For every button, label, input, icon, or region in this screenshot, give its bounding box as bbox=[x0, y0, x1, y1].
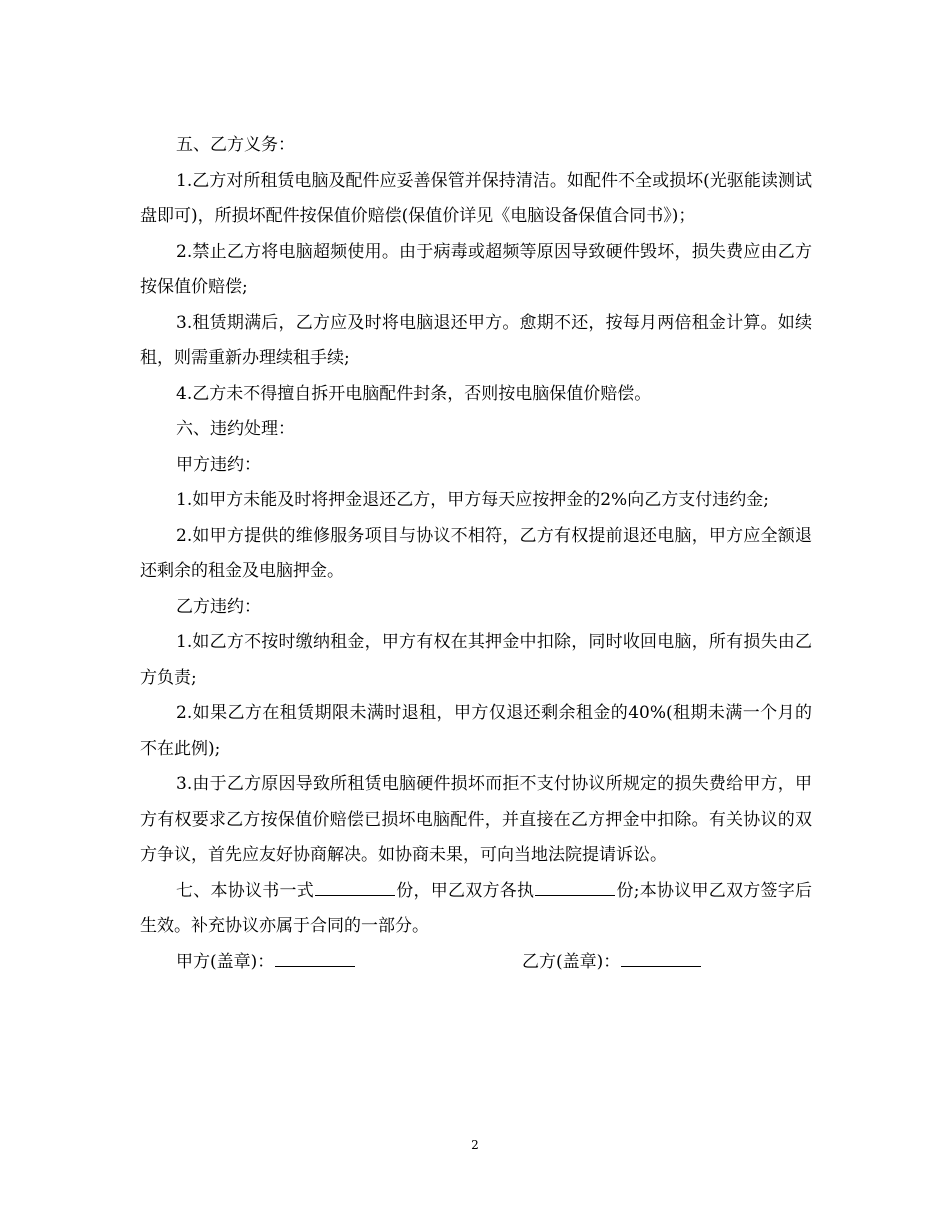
copies-each-blank bbox=[535, 877, 615, 896]
clause-7-part-3: 份;本协议甲乙双方签字后生效。补充协议亦属于合同的一部分。 bbox=[140, 880, 813, 936]
section-5-item-2: 2.禁止乙方将电脑超频使用。由于病毒或超频等原因导致硬件毁坏，损失费应由乙方按保值价赔偿; bbox=[140, 241, 812, 297]
signature-row bbox=[140, 945, 812, 981]
section-7-clause bbox=[140, 874, 812, 945]
party-a-seal-label: 甲方(盖章)： bbox=[176, 951, 275, 972]
clause-7-part-1: 七、本协议书一式 bbox=[176, 880, 315, 901]
party-b-breach-item-2: 2.如果乙方在租赁期限未满时退租，甲方仅退还剩余租金的40%(租期未满一个月的不在此例); bbox=[140, 703, 812, 759]
party-a-signature bbox=[176, 945, 522, 981]
party-b-breach-item-3: 3.由于乙方原因导致所租赁电脑硬件损坏而拒不支付协议所规定的损失费给甲方，甲方有权要求乙方按保值价赔偿已损坏电脑配件，并直接在乙方押金中扣除。有关协议的双方争议，首先应友好协商解决。如协商未果，可向当地法院提请诉讼。 bbox=[140, 774, 812, 865]
party-a-breach-heading: 甲方违约： bbox=[176, 454, 261, 475]
section-5-heading: 五、乙方义务： bbox=[176, 135, 295, 155]
page-number: 2 bbox=[471, 1138, 479, 1152]
section-5-item-4: 4.乙方未不得擅自拆开电脑配件封条，否则按电脑保值价赔偿。 bbox=[176, 383, 652, 404]
party-b-signature bbox=[522, 945, 702, 981]
party-b-seal-label: 乙方(盖章)： bbox=[522, 951, 621, 972]
party-b-breach-item-1: 1.如乙方不按时缴纳租金，甲方有权在其押金中扣除，同时收回电脑，所有损失由乙方负责; bbox=[140, 632, 812, 688]
party-b-breach-heading: 乙方违约： bbox=[176, 596, 261, 617]
clause-7-part-2: 份，甲乙双方各执 bbox=[396, 880, 535, 901]
party-a-breach-item-2: 2.如甲方提供的维修服务项目与协议不相符，乙方有权提前退还电脑，甲方应全额退还剩余的租金及电脑押金。 bbox=[140, 525, 812, 581]
section-6-heading: 六、违约处理： bbox=[176, 419, 295, 439]
party-a-seal-blank bbox=[275, 948, 355, 967]
party-a-breach-item-1: 1.如甲方未能及时将押金退还乙方，甲方每天应按押金的2%向乙方支付违约金; bbox=[176, 490, 769, 510]
party-b-seal-blank bbox=[621, 948, 701, 967]
document-body bbox=[140, 128, 812, 980]
section-5-item-3: 3.租赁期满后，乙方应及时将电脑退还甲方。愈期不还，按每月两倍租金计算。如续租，则需重新办理续租手续; bbox=[140, 312, 812, 368]
copies-total-blank bbox=[315, 877, 395, 896]
section-5-item-1: 1.乙方对所租赁电脑及配件应妥善保管并保持清洁。如配件不全或损坏(光驱能读测试盘即可)，所损坏配件按保值价赔偿(保值价详见《电脑设备保值合同书》)； bbox=[140, 170, 812, 226]
